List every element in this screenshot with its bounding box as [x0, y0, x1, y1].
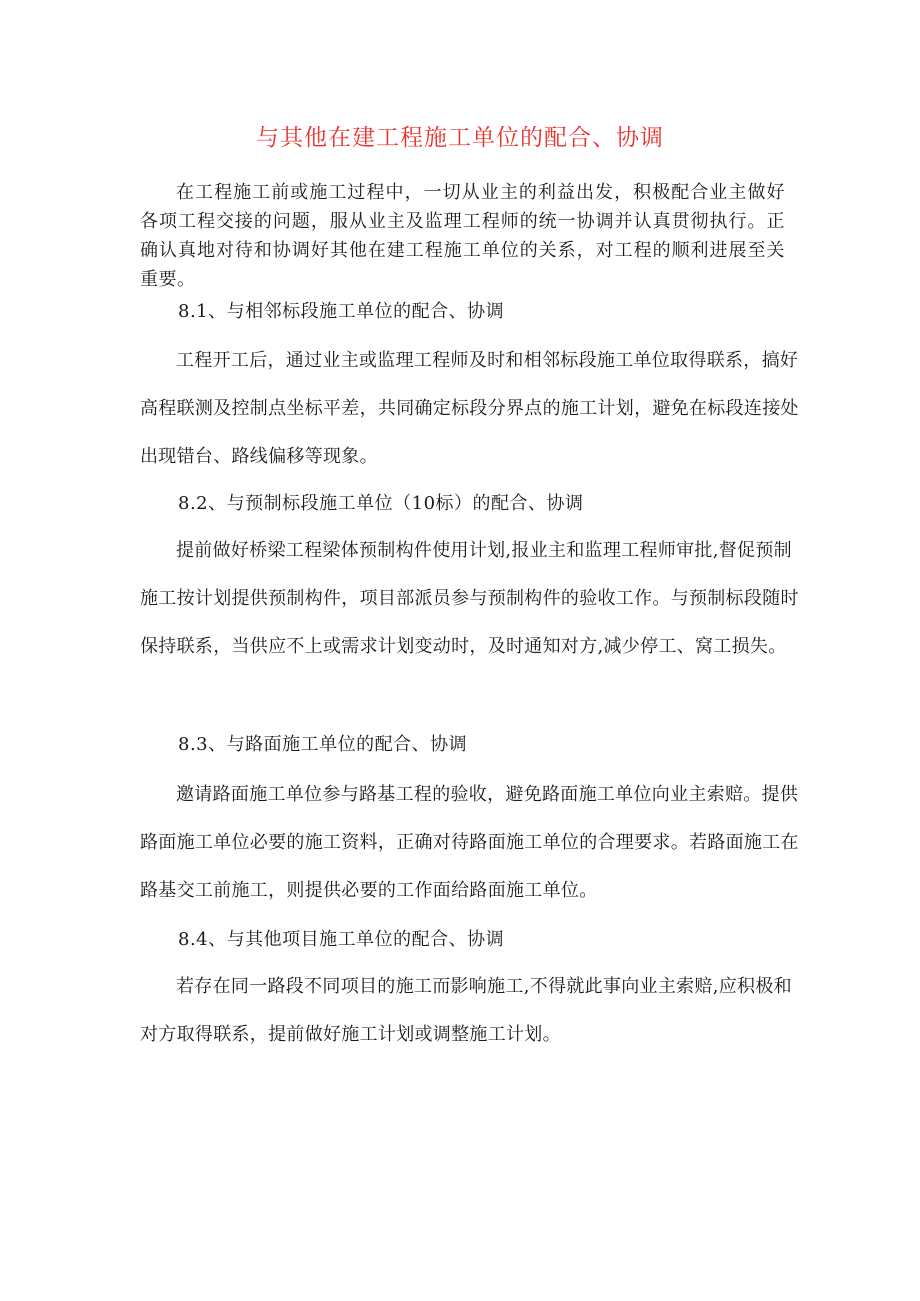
section-text: 邀请路面施工单位参与路基工程的验收，避免路面施工单位向业主索赔。提供路面施工单位必要的施工资料，正确对待路面施工单位的合理要求。若路面施工在路基交工前施工，则提供必要的工作面给路面施工单位。 — [140, 784, 799, 901]
section-heading-8-1: 8.1、与相邻标段施工单位的配合、协调 — [178, 301, 505, 322]
section-heading-8-3: 8.3、与路面施工单位的配合、协调 — [178, 734, 468, 755]
section-text: 工程开工后，通过业主或监理工程师及时和相邻标段施工单位取得联系，搞好高程联测及控制点坐标平差，共同确定标段分界点的施工计划，避免在标段连接处出现错台、路线偏移等现象。 — [140, 350, 799, 467]
section-body-8-4 — [140, 963, 800, 1059]
section-body-8-3 — [140, 771, 800, 915]
section-text: 提前做好桥梁工程梁体预制构件使用计划,报业主和监理工程师审批,督促预制施工按计划提供预制构件，项目部派员参与预制构件的验收工作。与预制标段随时保持联系，当供应不上或需求计划变动时，及时通知对方,减少停工、窝工损失。 — [140, 540, 799, 657]
section-heading-8-4: 8.4、与其他项目施工单位的配合、协调 — [178, 929, 505, 950]
section-text: 若存在同一路段不同项目的施工而影响施工,不得就此事向业主索赔,应积极和对方取得联系，提前做好施工计划或调整施工计划。 — [140, 976, 792, 1045]
intro-text: 在工程施工前或施工过程中，一切从业主的利益出发，积极配合业主做好各项工程交接的问题，服从业主及监理工程师的统一协调并认真贯彻执行。正确认真地对待和协调好其他在建工程施工单位的关系，对工程的顺利进展至关重要。 — [140, 182, 785, 290]
intro-paragraph — [140, 178, 785, 294]
section-body-8-1 — [140, 337, 800, 481]
section-heading-8-2: 8.2、与预制标段施工单位（10标）的配合、协调 — [178, 493, 584, 514]
section-body-8-2 — [140, 527, 800, 671]
document-title: 与其他在建工程施工单位的配合、协调 — [256, 125, 664, 151]
